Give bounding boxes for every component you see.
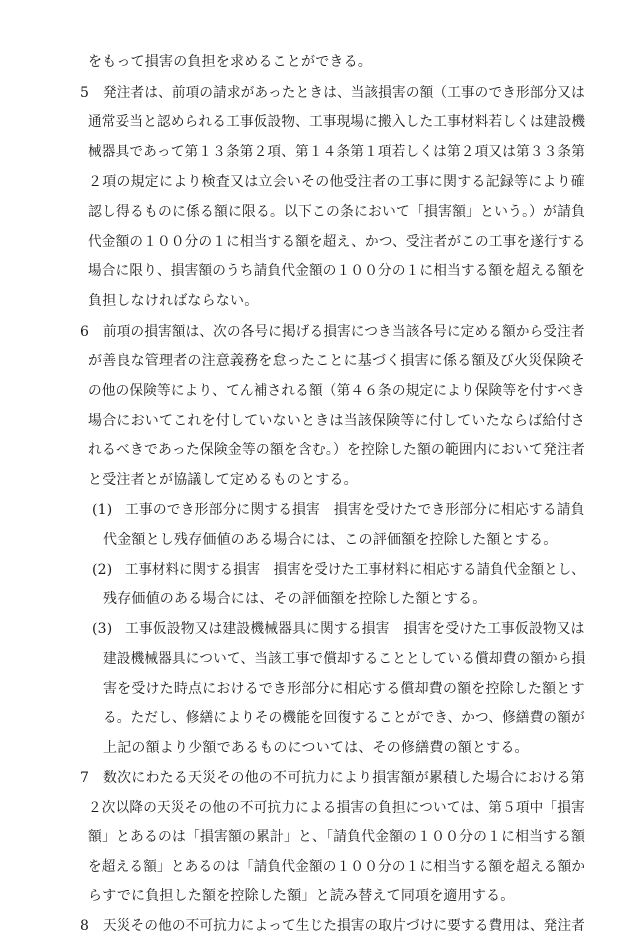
document-line [0, 855, 630, 879]
line-text: 工事仮設物又は建設機械器具に関する損害 損害を受けた工事仮設物又は [125, 621, 585, 637]
document-line [0, 528, 630, 552]
document-line [0, 259, 630, 283]
line-text: 建設機械器具について、当該工事で償却することとしている償却費の額から損 [103, 651, 586, 667]
line-text: 場合に限り、損害額のうち請負代金額の１００分の１に相当する額を超える額を [88, 263, 586, 279]
line-text: 害を受けた時点におけるでき形部分に相応する償却費の額を控除した額とす [103, 681, 585, 697]
document-line [0, 230, 630, 254]
document-line [0, 617, 630, 641]
document-line [0, 468, 630, 492]
document-line [0, 498, 630, 522]
line-text: をもって損害の負担を求めることができる。 [88, 54, 372, 70]
line-text: の他の保険等により、てん補される額（第４６条の規定により保険等を付すべき [88, 383, 585, 399]
line-text: ２次以降の天災その他の不可抗力による損害の負担については、第５項中「損害 [88, 800, 585, 816]
line-text: 工事のでき形部分に関する損害 損害を受けたでき形部分に相応する請負 [125, 502, 585, 518]
line-text: 額」とあるのは「損害額の累計」と、「請負代金額の１００分の１に相当する額 [88, 829, 586, 845]
line-text: れるべきであった保険金等の額を含む。）を控除した額の範囲内において発注者 [88, 442, 586, 458]
document-line [0, 438, 630, 462]
line-text: 代金額とし残存価値のある場合には、この評価額を控除した額とする。 [103, 532, 558, 548]
document-line [0, 409, 630, 433]
line-text: 負担しなければならない。 [88, 293, 259, 309]
line-number: (3) [92, 621, 113, 637]
line-text: 残存価値のある場合には、その評価額を控除した額とする。 [103, 591, 487, 607]
document-line [0, 647, 630, 671]
document-line [0, 558, 630, 582]
line-text: 発注者は、前項の請求があったときは、当該損害の額（工事のでき形部分又は [103, 85, 585, 101]
line-number: (2) [92, 562, 113, 578]
document-line [0, 320, 630, 344]
line-text: 場合においてこれを付していないときは当該保険等に付していたならば給付さ [88, 413, 585, 429]
document-line [0, 736, 630, 760]
document-line [0, 706, 630, 730]
document-line [0, 349, 630, 373]
document-line [0, 884, 630, 908]
line-text: と受注者とが協議して定めるものとする。 [88, 472, 358, 488]
line-text: 前項の損害額は、次の各号に掲げる損害につき当該各号に定める額から受注者 [103, 324, 585, 340]
line-text: 数次にわたる天災その他の不可抗力により損害額が累積した場合における第 [103, 770, 585, 786]
document-line [0, 81, 630, 105]
document-line [0, 50, 630, 74]
line-number: 7 [80, 770, 90, 786]
document-line [0, 587, 630, 611]
line-text: る。ただし、修繕によりその機能を回復することができ、かつ、修繕費の額が [103, 710, 585, 726]
document-line [0, 677, 630, 701]
line-text: を超える額」とあるのは「請負代金額の１００分の１に相当する額を超える額か [88, 859, 586, 875]
document-line [0, 170, 630, 194]
line-number: (1) [92, 502, 113, 518]
document-line [0, 914, 630, 938]
line-text: 通常妥当と認められる工事仮設物、工事現場に搬入した工事材料若しくは建設機 [88, 114, 586, 130]
line-text: 上記の額より少額であるものについては、その修繕費の額とする。 [103, 740, 529, 756]
document-line [0, 766, 630, 790]
document-line [0, 140, 630, 164]
line-text: が善良な管理者の注意義務を怠ったことに基づく損害に係る額及び火災保険そ [88, 353, 585, 369]
document-line [0, 825, 630, 849]
line-text: 認し得るものに係る額に限る。以下この条において「損害額」という。）が請負 [88, 204, 586, 220]
line-number: 5 [80, 85, 90, 101]
line-text: らすでに負担した額を控除した額」と読み替えて同項を適用する。 [88, 888, 515, 904]
line-number: 8 [80, 918, 90, 934]
line-text: 代金額の１００分の１に相当する額を超え、かつ、受注者がこの工事を遂行する [88, 234, 586, 250]
line-number: 6 [80, 324, 90, 340]
line-text: 工事材料に関する損害 損害を受けた工事材料に相応する請負代金額とし、 [125, 562, 585, 578]
document-line [0, 289, 630, 313]
line-text: ２項の規定により検査又は立会いその他受注者の工事に関する記録等により確 [88, 174, 585, 190]
document-line [0, 200, 630, 224]
document-line [0, 796, 630, 820]
document-line [0, 379, 630, 403]
line-text: 械器具であって第１３条第２項、第１４条第１項若しくは第２項又は第３３条第 [88, 144, 586, 160]
line-text: 天災その他の不可抗力によって生じた損害の取片づけに要する費用は、発注者 [103, 918, 585, 934]
document-line [0, 110, 630, 134]
